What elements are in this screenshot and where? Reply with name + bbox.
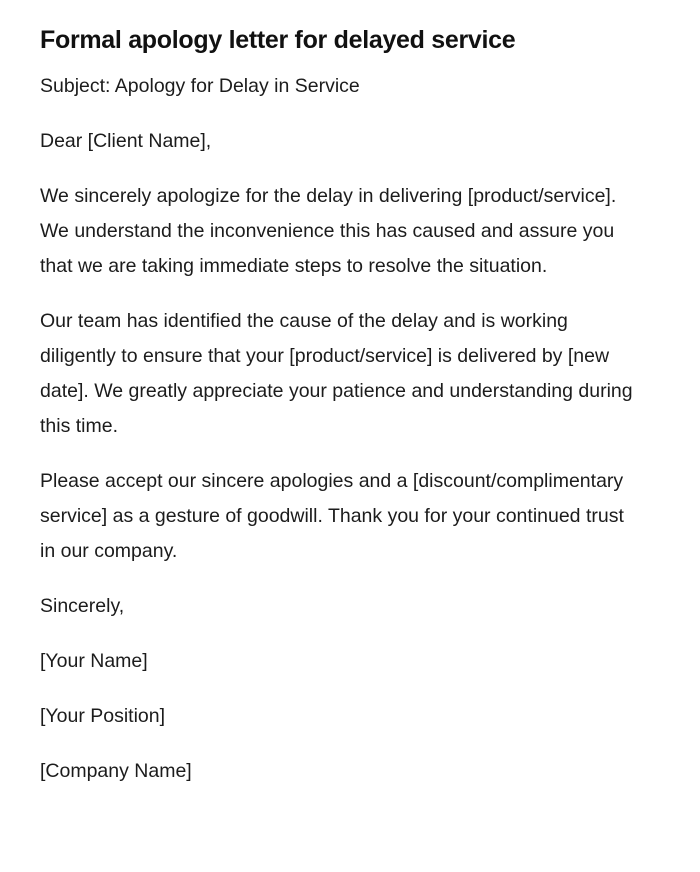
letter-title: Formal apology letter for delayed service: [40, 26, 516, 54]
letter-subject: Subject: Apology for Delay in Service: [40, 75, 360, 97]
signature-name: [Your Name]: [40, 650, 148, 672]
letter-closing: Sincerely,: [40, 595, 125, 617]
signature-company: [Company Name]: [40, 760, 192, 782]
letter-paragraph-2: Our team has identified the cause of the delay and is working diligently to ensure that your [product/service] is delivered by [new date]. We greatly appreciate your patience and understanding during this time.: [40, 310, 633, 437]
letter-paragraph-1: We sincerely apologize for the delay in delivering [product/service]. We understand the inconvenience this has caused and assure you that we are taking immediate steps to resolve the situation.: [40, 185, 617, 277]
letter-paragraph-3: Please accept our sincere apologies and a [discount/complimentary service] as a gesture of goodwill. Thank you for your continued trust in our company.: [40, 470, 624, 562]
signature-position: [Your Position]: [40, 705, 166, 727]
letter-document: [40, 20, 640, 809]
letter-salutation: Dear [Client Name],: [40, 130, 212, 152]
